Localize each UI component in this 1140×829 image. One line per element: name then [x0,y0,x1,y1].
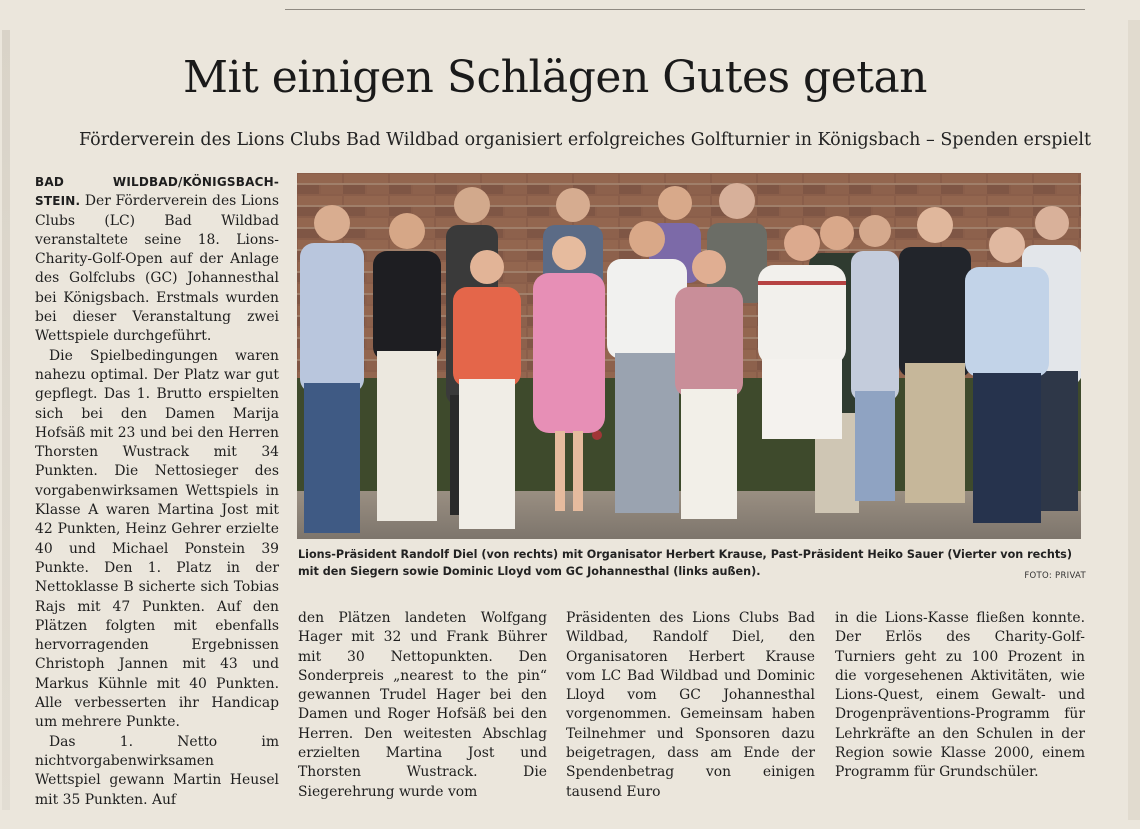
photo-credit: FOTO: PRIVAT [1024,571,1086,581]
article-column-1 [35,173,279,810]
article-column-4 [835,609,1085,783]
article-paragraph: Die Spielbedingungen waren nahezu optimal. Der Platz war gut gepflegt. Das 1. Brutto erspielten sich bei den Damen Marija Hofsäß mit 23 und bei den Herren Thorsten Wustrack mit 34 Punkten. Die Nettosieger des vorgabenwirksamen Wettspiels in Klasse A waren Martina Jost mit 42 Punkten, Heinz Gehrer erzielte 40 und Michael Ponstein 39 Punkte. Den 1. Platz in der Nettoklasse B sicherte sich Tobias Rajs mit 47 Punkten. Auf den Plätzen folgten mit ebenfalls hervorragenden Ergebnissen Christoph Jannen mit 43 und Markus Kühnle mit 40 Punkten. Alle verbesserten ihr Handicap um mehrere Punkte. [35,347,279,731]
article-headline: Mit einigen Schlägen Gutes getan [182,52,928,103]
article-column-2 [298,609,547,802]
adjacent-column-edge [1128,20,1140,820]
photo-caption: Lions-Präsident Randolf Diel (von rechts) mit Organisator Herbert Krause, Past-Präsident Heiko Sauer (Vierter von rechts) mit den Siegern sowie Dominic Lloyd vom GC Johannesthal (links außen). [298,548,1072,578]
article-column-3 [566,609,815,802]
top-rule [285,9,1085,10]
group-photo-illustration [297,173,1081,539]
paragraph-text: Der Förderverein des Lions Clubs (LC) Bad Wildbad veranstaltete seine 18. Lions-Charity-Golf-Open auf der Anlage des Golfclubs (GC) Johannesthal bei Königsbach. Erstmals wurden bei dieser Veranstaltung zwei Wettspiele durchgeführt. [35,193,279,345]
article-paragraph [35,173,279,347]
article-subheadline: Förderverein des Lions Clubs Bad Wildbad organisiert erfolgreiches Golfturnier in Königsbach – Spenden erspielt [78,130,1092,150]
article-paragraph: in die Lions-Kasse fließen konnte. Der Erlös des Charity-Golf-Turniers geht zu 100 Prozent in die vorgesehenen Aktivitäten, wie Lions-Quest, einem Gewalt- und Drogenpräventions-Programm für Lehrkräfte an den Schulen in der Region sowie Klasse 2000, einem Programm für Grundschüler. [835,610,1085,781]
adjacent-article-fragment [200,0,1100,22]
group-photo [297,173,1081,539]
article-paragraph: Das 1. Netto im nichtvorgabenwirksamen Wettspiel gewann Martin Heusel mit 35 Punkten. Auf [35,733,279,808]
page-fold-shadow [2,30,10,810]
article-paragraph: den Plätzen landeten Wolfgang Hager mit 32 und Frank Bührer mit 30 Nettopunkten. Den Sonderpreis „nearest to the pin“ gewannen Trudel Hager bei den Damen und Roger Hofsäß bei den Herren. Den weitesten Abschlag erzielten Martina Jost und Thorsten Wustrack. Die Siegerehrung wurde vom [298,610,547,800]
dateline: BAD WILDBAD/KÖNIGSBACH-STEIN. [35,175,279,209]
article-paragraph: Präsidenten des Lions Clubs Bad Wildbad, Randolf Diel, den Organisatoren Herbert Krause vom LC Bad Wildbad und Dominic Lloyd vom GC Johannesthal vorgenommen. Gemeinsam haben Teilnehmer und Sponsoren dazu beigetragen, dass am Ende der Spendenbetrag von einigen tausend Euro [566,610,815,800]
